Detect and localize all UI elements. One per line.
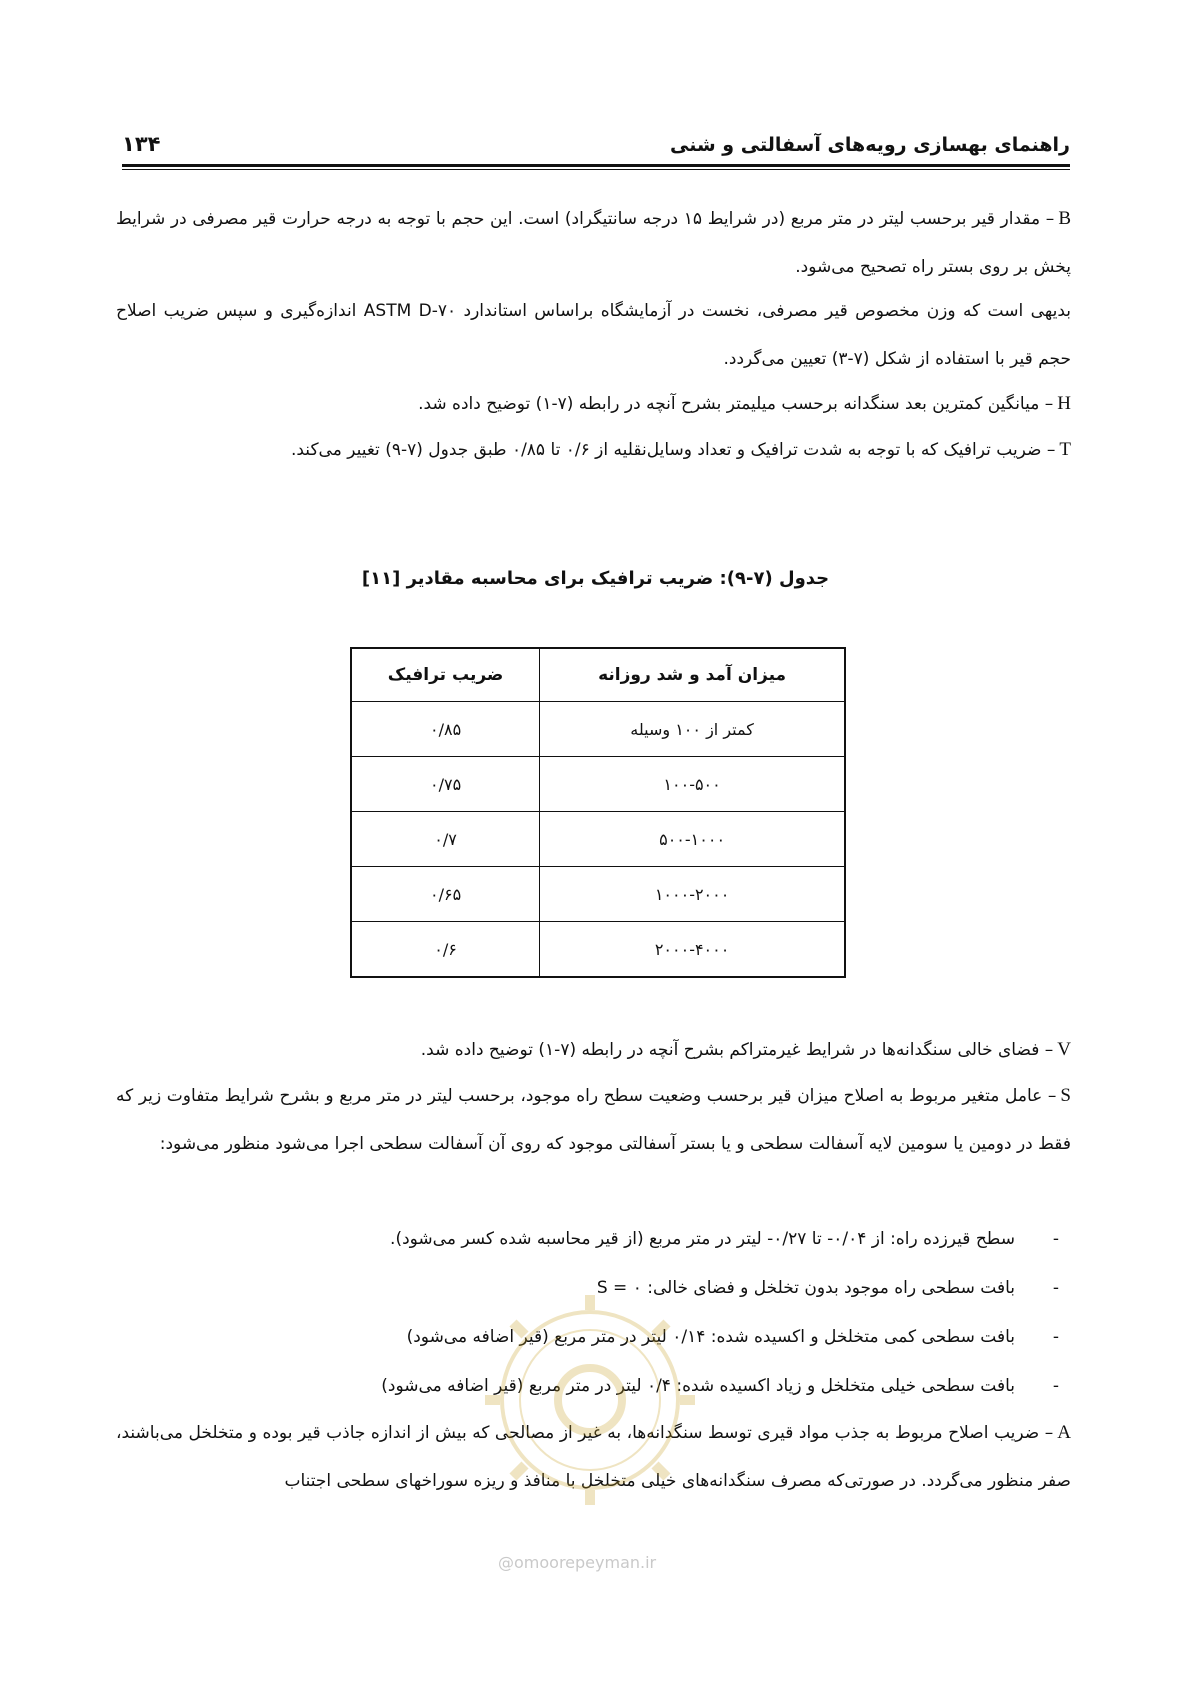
paragraph-v — [116, 1026, 1071, 1074]
table-cell-factor: ۰/۶ — [351, 922, 540, 978]
paragraph-v-text: – فضای خالی سنگدانه‌ها در شرایط غیرمتراکم بشرح آنچه در رابطه (۷-۱) توضیح داده شد. — [420, 1040, 1054, 1060]
watermark-stamp-logo — [485, 1255, 695, 1540]
variable-label-h: H — [1057, 393, 1071, 414]
paragraph-s — [116, 1072, 1071, 1168]
table-cell-factor: ۰/۶۵ — [351, 867, 540, 922]
table-cell-factor: ۰/۷۵ — [351, 757, 540, 812]
table-cell-traffic: ۱۰۰۰-۲۰۰۰ — [540, 867, 845, 922]
list-item-text: بافت سطحی خیلی متخلخل و زیاد اکسیده شده: ۰/۴ لیتر در متر مربع (قیر اضافه می‌شود) — [381, 1376, 1015, 1396]
running-title: راهنمای بهسازی رویه‌های آسفالتی و شنی — [670, 134, 1070, 156]
header-rule-thin — [122, 169, 1070, 170]
table-caption: جدول (۷-۹): ضریب ترافیک برای محاسبه مقادیر [۱۱] — [361, 568, 830, 589]
table-row — [351, 867, 845, 922]
table-cell-traffic: کمتر از ۱۰۰ وسیله — [540, 702, 845, 757]
bullet-dash: - — [1052, 1278, 1059, 1298]
paragraph-a-text: – ضریب اصلاح مربوط به جذب مواد قیری توسط سنگدانه‌ها، به غیر از مصالحی که بیش از اندازه جاذب قیر بوده و متخلخل می‌باشند، صفر منظور می‌گردد. در صورتی‌که مصرف سنگدانه‌های خیلی متخلخل با منافذ و ریزه سوراخهای سطحی اجتناب — [116, 1423, 1071, 1491]
paragraph-astm-text: بدیهی است که وزن مخصوص قیر مصرفی، نخست در آزمایشگاه براساس استاندارد ASTM D-۷۰ اندازه‌گیری و سپس ضریب اصلاح حجم قیر با استفاده از شکل (۷-۳) تعیین می‌گردد. — [116, 301, 1071, 369]
bullet-dash: - — [1052, 1229, 1059, 1249]
table-row — [351, 757, 845, 812]
table-row — [351, 812, 845, 867]
column-header-traffic-factor: ضریب ترافیک — [351, 648, 540, 702]
table-row — [351, 922, 845, 978]
table-header-row — [351, 648, 845, 702]
variable-label-v: V — [1057, 1039, 1071, 1060]
header-rule-thick — [122, 164, 1070, 167]
variable-label-t: T — [1059, 439, 1071, 460]
paragraph-t-text: – ضریب ترافیک که با توجه به شدت ترافیک و تعداد وسایل‌نقلیه از ۰/۶ تا ۰/۸۵ طبق جدول (۷-۹) تغییر می‌کند. — [290, 440, 1056, 460]
table-cell-traffic: ۵۰۰-۱۰۰۰ — [540, 812, 845, 867]
paragraph-h — [116, 380, 1071, 428]
bullet-dash: - — [1052, 1376, 1059, 1396]
column-header-daily-traffic: میزان آمد و شد روزانه — [540, 648, 845, 702]
table-cell-factor: ۰/۸۵ — [351, 702, 540, 757]
paragraph-astm — [116, 287, 1071, 383]
page-header — [122, 130, 1070, 166]
list-item-text: سطح قیرزده راه: از ۰/۰۴- تا ۰/۲۷- لیتر در متر مربع (از قیر محاسبه شده کسر می‌شود). — [390, 1229, 1015, 1249]
table-cell-factor: ۰/۷ — [351, 812, 540, 867]
variable-label-b: B — [1058, 208, 1071, 229]
paragraph-h-text: – میانگین کمترین بعد سنگدانه برحسب میلیمتر بشرح آنچه در رابطه (۷-۱) توضیح داده شد. — [418, 394, 1054, 414]
variable-label-a: A — [1057, 1422, 1071, 1443]
traffic-factor-table — [350, 647, 846, 978]
paragraph-t — [116, 426, 1071, 474]
list-item-text: بافت سطحی کمی متخلخل و اکسیده شده: ۰/۱۴ لیتر در متر مربع (قیر اضافه می‌شود) — [406, 1327, 1015, 1347]
paragraph-b-text: – مقدار قیر برحسب لیتر در متر مربع (در شرایط ۱۵ درجه سانتیگراد) است. این حجم با توجه به درجه حرارت قیر مصرفی در شرایط پخش بر روی بستر راه تصحیح می‌شود. — [116, 209, 1071, 277]
watermark-url: @omoorepeyman.ir — [498, 1553, 657, 1572]
paragraph-s-text: – عامل متغیر مربوط به اصلاح میزان قیر برحسب وضعیت سطح راه موجود، برحسب لیتر در متر مربع و بشرح شرایط متفاوت زیر که فقط در دومین یا سومین لایه آسفالت سطحی و یا بستر آسفالتی موجود که روی آن آسفالت سطحی اجرا می‌شود منظور می‌شود: — [116, 1086, 1071, 1154]
variable-label-s: S — [1060, 1085, 1071, 1106]
table-row — [351, 702, 845, 757]
bullet-dash: - — [1052, 1327, 1059, 1347]
page-number: ۱۳۴ — [122, 132, 161, 156]
list-item-text: بافت سطحی راه موجود بدون تخلخل و فضای خالی: S = ۰ — [596, 1278, 1015, 1298]
paragraph-b — [116, 195, 1071, 291]
table-cell-traffic: ۲۰۰۰-۴۰۰۰ — [540, 922, 845, 978]
table-cell-traffic: ۱۰۰-۵۰۰ — [540, 757, 845, 812]
